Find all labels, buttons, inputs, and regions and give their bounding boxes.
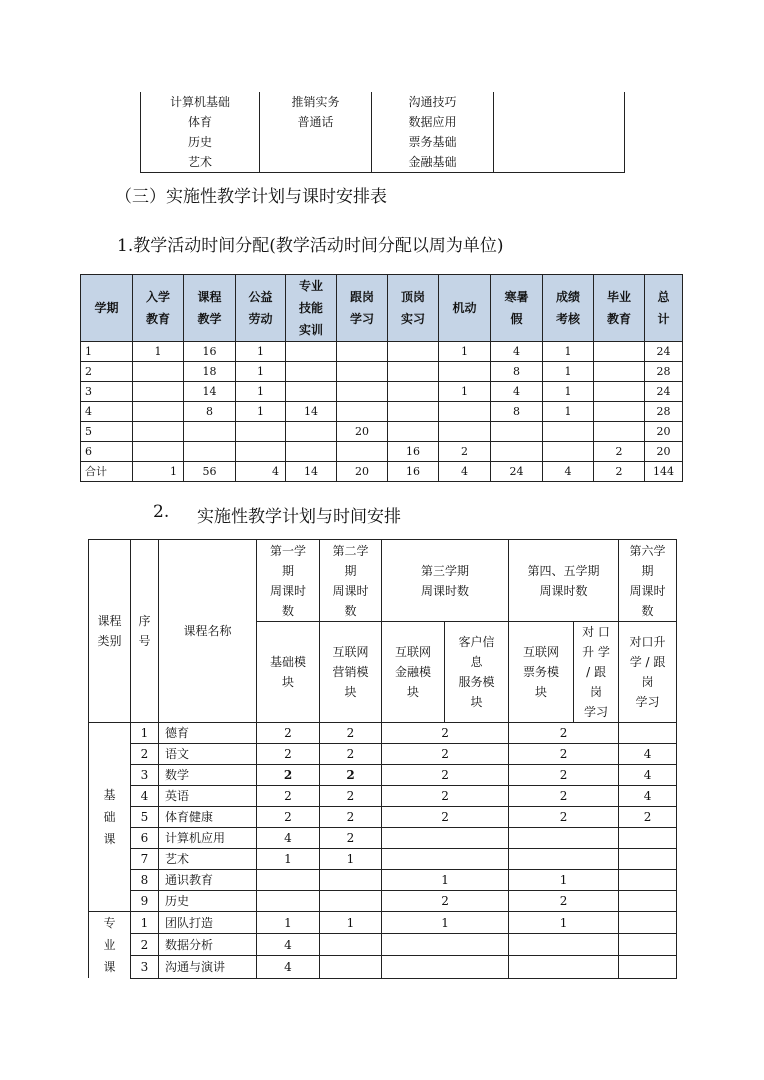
time-cell (337, 362, 388, 382)
plan-table-row (89, 807, 677, 828)
term3-cell (382, 956, 509, 978)
term3-cell (382, 849, 509, 870)
term3-cell: 1 (382, 912, 509, 934)
term45-cell (509, 956, 619, 978)
time-cell: 8 (491, 362, 543, 382)
heading-plan: 实施性教学计划与时间安排 (197, 507, 401, 527)
seq-cell: 5 (131, 807, 159, 828)
time-cell: 24 (491, 462, 543, 482)
term2-cell: 2 (320, 786, 382, 807)
seq-cell: 7 (131, 849, 159, 870)
time-cell (286, 362, 337, 382)
heading-time-allocation: 1.教学活动时间分配(教学活动时间分配以周为单位) (117, 236, 504, 256)
course-item: 历史 (187, 135, 212, 149)
course-col-2 (260, 92, 372, 173)
course-col-3 (372, 92, 494, 173)
course-name-cell: 团队打造 (159, 912, 257, 934)
category-major (89, 912, 131, 979)
term6-cell (619, 723, 677, 744)
plan-table-row (89, 744, 677, 765)
time-cell (543, 422, 594, 442)
time-cell: 1 (81, 342, 133, 362)
seq-cell: 2 (131, 934, 159, 956)
time-cell: 2 (81, 362, 133, 382)
header-module-customer-info: 客户信 息 服务模 块 (445, 622, 509, 723)
course-item: 金融基础 (408, 155, 457, 169)
time-table-row (81, 342, 683, 362)
course-item: 票务基础 (408, 135, 457, 149)
header-term-1: 第一学 期 周课时 数 (257, 540, 320, 622)
course-name-cell: 体育健康 (159, 807, 257, 828)
seq-cell: 3 (131, 765, 159, 786)
time-cell: 18 (184, 362, 236, 382)
term6-cell (619, 870, 677, 891)
term2-cell: 2 (320, 828, 382, 849)
time-cell (594, 422, 645, 442)
term2-cell (320, 870, 382, 891)
time-cell: 3 (81, 382, 133, 402)
term45-cell: 1 (509, 870, 619, 891)
time-cell: 5 (81, 422, 133, 442)
seq-cell: 1 (131, 912, 159, 934)
time-cell: 28 (645, 362, 683, 382)
seq-cell: 1 (131, 723, 159, 744)
time-cell: 1 (133, 342, 184, 362)
plan-table-row (89, 870, 677, 891)
header-course-name: 课程名称 (159, 540, 257, 723)
time-cell (388, 342, 439, 362)
time-cell (133, 402, 184, 422)
time-cell (133, 382, 184, 402)
time-cell (491, 422, 543, 442)
time-cell (388, 362, 439, 382)
course-name-cell: 数学 (159, 765, 257, 786)
header-module-further-study-6: 对口升 学 / 跟 岗 学习 (619, 622, 677, 723)
time-cell: 8 (491, 402, 543, 422)
time-cell: 20 (337, 422, 388, 442)
plan-table-row (89, 765, 677, 786)
header-seq: 序 号 (131, 540, 159, 723)
time-header-9: 成绩 考核 (543, 275, 594, 342)
term2-cell (320, 956, 382, 978)
term6-cell (619, 891, 677, 912)
header-category: 课程 类别 (89, 540, 131, 723)
seq-cell: 9 (131, 891, 159, 912)
time-cell: 2 (594, 442, 645, 462)
course-name-cell: 计算机应用 (159, 828, 257, 849)
term45-cell: 2 (509, 765, 619, 786)
time-cell: 56 (184, 462, 236, 482)
seq-cell: 2 (131, 744, 159, 765)
time-table-row (81, 402, 683, 422)
term1-cell: 2 (257, 786, 320, 807)
course-col-4 (494, 92, 625, 173)
time-cell: 2 (439, 442, 491, 462)
term3-cell (382, 934, 509, 956)
course-item: 沟通技巧 (408, 95, 457, 109)
time-cell (133, 362, 184, 382)
course-name-cell: 语文 (159, 744, 257, 765)
term45-cell (509, 828, 619, 849)
term1-cell (257, 870, 320, 891)
time-cell: 16 (388, 462, 439, 482)
course-name-cell: 历史 (159, 891, 257, 912)
time-header-11: 总 计 (645, 275, 683, 342)
time-cell: 20 (645, 422, 683, 442)
header-module-basic: 基础模 块 (257, 622, 320, 723)
term2-cell: 2 (320, 765, 382, 786)
seq-cell: 6 (131, 828, 159, 849)
time-header-3: 公益 劳动 (236, 275, 286, 342)
term2-cell (320, 891, 382, 912)
time-header-5: 跟岗 学习 (337, 275, 388, 342)
seq-cell: 8 (131, 870, 159, 891)
course-item: 数据应用 (408, 115, 457, 129)
course-name-cell: 英语 (159, 786, 257, 807)
plan-table-row (89, 849, 677, 870)
time-table-row (81, 382, 683, 402)
term6-cell: 4 (619, 786, 677, 807)
time-cell: 1 (236, 342, 286, 362)
header-module-marketing: 互联网 营销模 块 (320, 622, 382, 723)
term3-cell (382, 828, 509, 849)
time-cell: 4 (236, 462, 286, 482)
section-heading: （三）实施性教学计划与课时安排表 (115, 187, 387, 207)
time-header-1: 入学 教育 (133, 275, 184, 342)
course-item: 计算机基础 (169, 95, 230, 109)
time-cell: 1 (543, 342, 594, 362)
seq-cell: 4 (131, 786, 159, 807)
term3-cell: 2 (382, 786, 509, 807)
term2-cell: 2 (320, 744, 382, 765)
header-term-3: 第三学期 周课时数 (382, 540, 509, 622)
plan-table-row (89, 786, 677, 807)
time-cell (439, 362, 491, 382)
time-cell (594, 402, 645, 422)
term3-cell: 2 (382, 765, 509, 786)
time-allocation-table (80, 274, 683, 482)
term45-cell (509, 934, 619, 956)
term3-cell: 1 (382, 870, 509, 891)
plan-table-row (89, 891, 677, 912)
plan-table-row (89, 723, 677, 744)
term45-cell: 1 (509, 912, 619, 934)
time-cell (388, 382, 439, 402)
time-header-2: 课程 教学 (184, 275, 236, 342)
term3-cell: 2 (382, 807, 509, 828)
time-cell (236, 422, 286, 442)
time-cell (337, 342, 388, 362)
term1-cell: 2 (257, 807, 320, 828)
term45-cell: 2 (509, 786, 619, 807)
term2-cell: 1 (320, 912, 382, 934)
time-cell: 合计 (81, 462, 133, 482)
time-cell: 4 (439, 462, 491, 482)
category-basic (89, 723, 131, 912)
time-cell: 6 (81, 442, 133, 462)
time-cell (337, 402, 388, 422)
term45-cell: 2 (509, 744, 619, 765)
term1-cell: 1 (257, 912, 320, 934)
time-cell (543, 442, 594, 462)
time-cell (594, 342, 645, 362)
course-name-cell: 数据分析 (159, 934, 257, 956)
header-module-finance: 互联网 金融模 块 (382, 622, 445, 723)
time-cell (236, 442, 286, 462)
time-header-10: 毕业 教育 (594, 275, 645, 342)
term6-cell (619, 912, 677, 934)
time-cell (388, 422, 439, 442)
term3-cell: 2 (382, 723, 509, 744)
term2-cell (320, 934, 382, 956)
course-item: 体育 (187, 115, 212, 129)
time-cell (439, 422, 491, 442)
time-cell: 8 (184, 402, 236, 422)
time-cell (286, 422, 337, 442)
course-item: 普通话 (297, 115, 334, 129)
time-cell: 28 (645, 402, 683, 422)
course-name-cell: 艺术 (159, 849, 257, 870)
seq-cell: 3 (131, 956, 159, 978)
time-cell (133, 422, 184, 442)
time-cell (133, 442, 184, 462)
time-cell: 1 (543, 362, 594, 382)
term1-cell: 4 (257, 828, 320, 849)
header-module-ticketing: 互联网 票务模 块 (509, 622, 574, 723)
plan-table-row (89, 912, 677, 934)
term45-cell (509, 849, 619, 870)
time-cell (388, 402, 439, 422)
course-item: 艺术 (187, 155, 212, 169)
time-cell (337, 442, 388, 462)
heading-plan-num: 2. (153, 502, 170, 522)
term6-cell: 2 (619, 807, 677, 828)
header-term-4-5: 第四、五学期 周课时数 (509, 540, 619, 622)
time-cell (184, 422, 236, 442)
term3-cell: 2 (382, 891, 509, 912)
plan-table-row (89, 934, 677, 956)
plan-table-row (89, 828, 677, 849)
term1-cell: 2 (257, 723, 320, 744)
time-cell (594, 362, 645, 382)
course-col-1 (141, 92, 260, 173)
time-table-header (81, 275, 683, 342)
time-header-4: 专业 技能 实训 (286, 275, 337, 342)
time-cell: 4 (491, 342, 543, 362)
header-term-6: 第六学 期 周课时 数 (619, 540, 677, 622)
time-cell: 16 (388, 442, 439, 462)
time-cell: 1 (133, 462, 184, 482)
term1-cell: 1 (257, 849, 320, 870)
course-list-table (140, 92, 625, 173)
time-table-row (81, 462, 683, 482)
time-cell (286, 442, 337, 462)
time-cell (286, 382, 337, 402)
course-name-cell: 通识教育 (159, 870, 257, 891)
term1-cell: 4 (257, 956, 320, 978)
term6-cell (619, 934, 677, 956)
time-cell: 1 (236, 362, 286, 382)
term6-cell (619, 849, 677, 870)
time-cell: 20 (645, 442, 683, 462)
time-cell: 4 (543, 462, 594, 482)
time-cell: 20 (337, 462, 388, 482)
time-cell (337, 382, 388, 402)
time-header-6: 顶岗 实习 (388, 275, 439, 342)
time-cell: 1 (236, 382, 286, 402)
time-table-row (81, 362, 683, 382)
course-name-cell: 德育 (159, 723, 257, 744)
term3-cell: 2 (382, 744, 509, 765)
time-table-row (81, 422, 683, 442)
term45-cell: 2 (509, 891, 619, 912)
term2-cell: 1 (320, 849, 382, 870)
time-header-8: 寒暑 假 (491, 275, 543, 342)
time-cell (594, 382, 645, 402)
time-header-7: 机动 (439, 275, 491, 342)
category-basic-label: 基 础 课 (103, 788, 116, 846)
time-cell: 1 (439, 342, 491, 362)
plan-table-row (89, 956, 677, 978)
term45-cell: 2 (509, 807, 619, 828)
time-cell: 4 (491, 382, 543, 402)
term6-cell: 4 (619, 765, 677, 786)
time-cell (491, 442, 543, 462)
header-term-2: 第二学 期 周课时 数 (320, 540, 382, 622)
time-cell (286, 342, 337, 362)
time-cell: 14 (286, 402, 337, 422)
time-cell: 14 (286, 462, 337, 482)
category-major-label: 专 业 课 (103, 916, 116, 974)
header-module-further-study: 对 口 升 学 / 跟 岗 学习 (574, 622, 619, 723)
term2-cell: 2 (320, 807, 382, 828)
time-cell: 1 (543, 402, 594, 422)
term1-cell: 2 (257, 744, 320, 765)
term2-cell: 2 (320, 723, 382, 744)
time-cell: 144 (645, 462, 683, 482)
term6-cell (619, 828, 677, 849)
time-cell: 14 (184, 382, 236, 402)
term45-cell: 2 (509, 723, 619, 744)
term1-cell: 2 (257, 765, 320, 786)
term1-cell: 4 (257, 934, 320, 956)
course-name-cell: 沟通与演讲 (159, 956, 257, 978)
time-cell: 1 (543, 382, 594, 402)
time-cell: 1 (439, 382, 491, 402)
course-item: 推销实务 (291, 95, 340, 109)
time-header-0: 学期 (81, 275, 133, 342)
time-cell (439, 402, 491, 422)
term6-cell (619, 956, 677, 978)
time-cell (184, 442, 236, 462)
time-cell: 24 (645, 382, 683, 402)
time-cell: 2 (594, 462, 645, 482)
time-cell: 16 (184, 342, 236, 362)
term1-cell (257, 891, 320, 912)
time-cell: 4 (81, 402, 133, 422)
time-cell: 1 (236, 402, 286, 422)
time-table-row (81, 442, 683, 462)
time-cell: 24 (645, 342, 683, 362)
term6-cell: 4 (619, 744, 677, 765)
teaching-plan-table (88, 539, 677, 979)
